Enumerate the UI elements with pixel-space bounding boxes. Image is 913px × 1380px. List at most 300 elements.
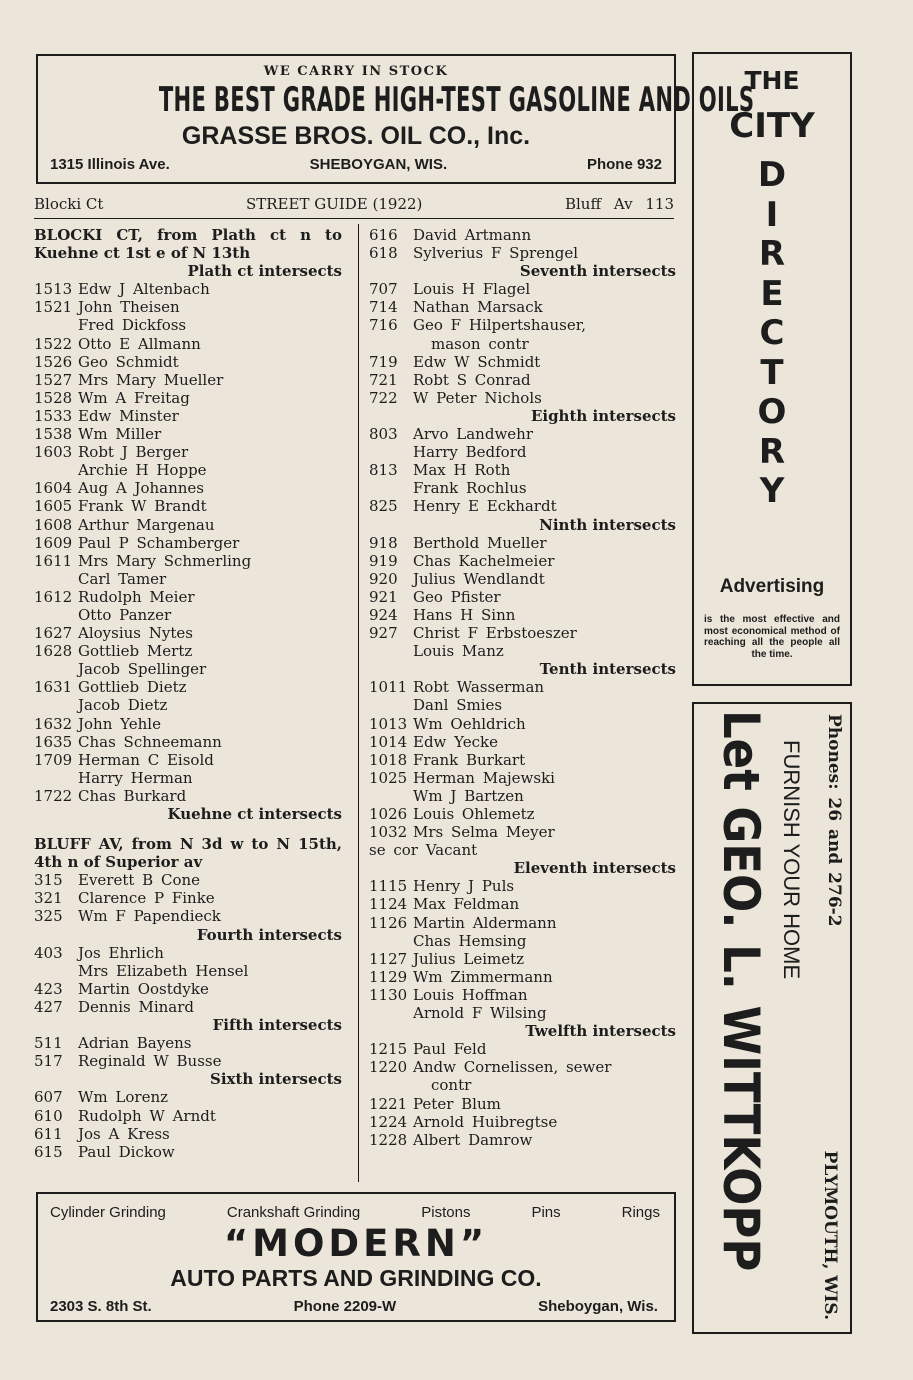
- listing-row: [34, 787, 342, 805]
- listing-row: [369, 696, 676, 714]
- resident-name: Edw W Schmidt: [413, 352, 541, 371]
- listing-row: [369, 316, 676, 334]
- listing-row: [369, 950, 676, 968]
- listing-row: [34, 1052, 342, 1070]
- directory-letter: Y: [759, 471, 785, 511]
- house-number: 1011: [369, 678, 408, 697]
- street-heading: BLUFF AV, from N 3d w to N 15th, 4th n of Superior av: [34, 835, 342, 872]
- resident-name: Albert Damrow: [413, 1130, 533, 1149]
- top-advertisement: [36, 54, 755, 184]
- resident-name: Robt Wasserman: [413, 678, 545, 697]
- resident-name: Henry J Puls: [413, 877, 515, 896]
- house-number: 1032: [369, 823, 408, 842]
- service-item: Cylinder Grinding: [50, 1204, 166, 1221]
- house-number: 1527: [34, 370, 73, 389]
- house-number: 1521: [34, 298, 73, 317]
- ad-city-word: CITY: [729, 106, 815, 146]
- ad-city: SHEBOYGAN, WIS.: [309, 156, 448, 173]
- listing-row: [34, 516, 342, 534]
- listing-row: [34, 733, 342, 751]
- listing-row: [34, 696, 342, 714]
- resident-name: Chas Schneemann: [78, 732, 222, 751]
- house-number: 610: [34, 1106, 63, 1125]
- listing-column-left: [34, 226, 342, 1161]
- listing-row: [369, 389, 676, 407]
- house-number: 1609: [34, 533, 73, 552]
- house-number: [34, 962, 78, 980]
- listing-row: [369, 877, 676, 895]
- house-number: 721: [369, 370, 398, 389]
- resident-name: mason contr: [431, 334, 529, 353]
- house-number: [369, 443, 413, 461]
- house-number: 618: [369, 244, 398, 263]
- house-number: [369, 1076, 413, 1094]
- house-number: 1538: [34, 425, 73, 444]
- resident-name: Adrian Bayens: [78, 1034, 192, 1053]
- house-number: 1631: [34, 678, 73, 697]
- listing-row: [34, 298, 342, 316]
- house-number: 920: [369, 569, 398, 588]
- directory-letter: T: [760, 352, 784, 393]
- resident-name: Aug A Johannes: [78, 479, 205, 498]
- resident-name: Julius Leimetz: [413, 949, 525, 968]
- house-number: 1604: [34, 479, 73, 498]
- listing-row: [369, 805, 676, 823]
- house-number: 1130: [369, 985, 408, 1004]
- resident-name: Aloysius Nytes: [78, 624, 193, 643]
- listing-row: [34, 534, 342, 552]
- house-number: 1612: [34, 587, 73, 606]
- resident-name: Chas Hemsing: [413, 931, 527, 950]
- resident-name: Wm A Freitag: [78, 388, 190, 407]
- house-number: 325: [34, 907, 63, 926]
- resident-name: Gottlieb Dietz: [78, 678, 187, 697]
- house-number: 1126: [369, 913, 408, 932]
- house-number: 1632: [34, 714, 73, 733]
- listing-row: [369, 823, 676, 841]
- resident-name: Martin Oostdyke: [78, 979, 209, 998]
- listing-row: [34, 871, 342, 889]
- listing-row: [34, 425, 342, 443]
- listing-row: [34, 588, 342, 606]
- listing-row: [369, 678, 676, 696]
- listing-row: [34, 552, 342, 570]
- resident-name: Louis H Flagel: [413, 280, 531, 299]
- intersection-label: Tenth intersects: [539, 660, 676, 679]
- listing-row: [34, 335, 342, 353]
- header-title: STREET GUIDE (1922): [245, 195, 423, 213]
- house-number: 1603: [34, 443, 73, 462]
- ad-brand-modern: “MODERN”: [223, 1222, 489, 1265]
- intersection-label: Fourth intersects: [196, 925, 342, 944]
- listing-row: [34, 316, 342, 334]
- ad-phones: Phones: 26 and 276-2: [824, 714, 844, 927]
- resident-name: Arvo Landwehr: [413, 425, 533, 444]
- intersection-label: Seventh intersects: [519, 262, 676, 281]
- section-gap: [34, 823, 342, 835]
- listing-row: [34, 1125, 342, 1143]
- listing-row: [34, 389, 342, 407]
- listing-row: [369, 371, 676, 389]
- service-item: Pistons: [421, 1204, 471, 1221]
- house-number: 1221: [369, 1094, 408, 1113]
- resident-name: Mrs Elizabeth Hensel: [78, 961, 249, 980]
- house-number: [369, 479, 413, 497]
- resident-name: Wm Oehldrich: [413, 714, 526, 733]
- house-number: 707: [369, 280, 398, 299]
- resident-name: Martin Aldermann: [413, 913, 557, 932]
- house-number: 1628: [34, 642, 73, 661]
- resident-name: Gottlieb Mertz: [78, 642, 193, 661]
- ad-services-list: [50, 1204, 660, 1221]
- resident-name: Geo Pfister: [413, 587, 501, 606]
- house-number: [34, 461, 78, 479]
- service-item: Rings: [621, 1204, 660, 1221]
- listing-row: [34, 353, 342, 371]
- listing-row: [34, 660, 342, 678]
- header-last-entry: Bluff Av: [564, 195, 633, 213]
- listing-row: [369, 534, 676, 552]
- resident-name: Jos Ehrlich: [78, 943, 164, 962]
- listing-row: [34, 479, 342, 497]
- intersection-label: Eighth intersects: [530, 406, 676, 425]
- service-item: Crankshaft Grinding: [226, 1204, 361, 1221]
- directory-letter: R: [758, 431, 786, 472]
- listing-row: [369, 443, 676, 461]
- resident-name: Harry Bedford: [413, 443, 527, 462]
- directory-letter: C: [759, 313, 785, 353]
- house-number: 1129: [369, 967, 408, 986]
- ad-address: 2303 S. 8th St.: [50, 1298, 152, 1315]
- listing-row: [34, 407, 342, 425]
- ad-gasoline-headline: THE BEST GRADE HIGH-TEST GASOLINE AND OILS: [158, 80, 755, 120]
- listing-row: [34, 1034, 342, 1052]
- house-number: [369, 696, 413, 714]
- house-number: 1026: [369, 805, 408, 823]
- house-number: 1224: [369, 1112, 408, 1131]
- ad-city: Sheboygan, Wis.: [538, 1298, 658, 1315]
- house-number: 714: [369, 298, 398, 317]
- listing-row: [369, 425, 676, 443]
- wittkopp-advertisement: [692, 702, 852, 1334]
- resident-name: Wm J Bartzen: [413, 786, 524, 805]
- resident-name: Everett B Cone: [78, 871, 201, 890]
- resident-name: Nathan Marsack: [413, 298, 543, 317]
- directory-advertisement: [692, 52, 852, 686]
- resident-name: Frank Burkart: [413, 750, 526, 769]
- house-number: 927: [369, 624, 398, 643]
- resident-name: Chas Burkard: [78, 786, 187, 805]
- house-number: 1528: [34, 388, 73, 407]
- listing-row: [369, 624, 676, 642]
- resident-name: Reginald W Busse: [78, 1052, 222, 1071]
- header-right: [565, 195, 674, 213]
- house-number: 1526: [34, 352, 73, 371]
- ad-company-name: AUTO PARTS AND GRINDING CO.: [170, 1265, 542, 1291]
- resident-name: Rudolph W Arndt: [78, 1106, 216, 1125]
- ad-blurb: is the most effective and most economical method of reaching all the people all the time.: [704, 614, 840, 660]
- ad-headline: Let GEO. L. WITTKOPP: [712, 710, 770, 1272]
- listing-column-right: [369, 226, 676, 1149]
- listing-row: [34, 678, 342, 696]
- listing-row: [369, 353, 676, 371]
- house-number: 919: [369, 551, 398, 570]
- house-number: 1228: [369, 1130, 408, 1149]
- house-number: [369, 1004, 413, 1022]
- house-number: 1533: [34, 406, 73, 425]
- listing-row: [34, 962, 342, 980]
- house-number: 918: [369, 533, 398, 552]
- listing-row: [34, 642, 342, 660]
- listing-row: [369, 552, 676, 570]
- resident-name: Robt S Conrad: [413, 370, 531, 389]
- listing-row: [369, 588, 676, 606]
- resident-name: Wm F Papendieck: [78, 907, 221, 926]
- listing-row: [369, 1095, 676, 1113]
- resident-name: Wm Miller: [78, 425, 162, 444]
- listing-row: [34, 980, 342, 998]
- resident-name: Geo F Hilpertshauser,: [413, 316, 587, 335]
- running-header: [34, 195, 674, 213]
- listing-row: [34, 371, 342, 389]
- resident-name: Arnold Huibregtse: [413, 1112, 558, 1131]
- house-number: 315: [34, 871, 63, 890]
- listing-row: [34, 715, 342, 733]
- listing-row: [34, 606, 342, 624]
- resident-name: Otto Panzer: [78, 605, 172, 624]
- house-number: [369, 642, 413, 660]
- resident-name: Arnold F Wilsing: [413, 1004, 547, 1023]
- intersection-label: Sixth intersects: [209, 1070, 342, 1089]
- resident-name: Rudolph Meier: [78, 587, 195, 606]
- resident-name: Wm Zimmermann: [413, 967, 553, 986]
- resident-name: Robt J Berger: [78, 443, 189, 462]
- house-number: 1220: [369, 1058, 408, 1077]
- listing-row: [369, 606, 676, 624]
- house-number: 423: [34, 979, 63, 998]
- listing-row: [34, 1143, 342, 1161]
- resident-name: Herman Majewski: [413, 768, 555, 787]
- house-number: 321: [34, 889, 63, 908]
- house-number: 403: [34, 943, 63, 962]
- directory-letter: D: [757, 155, 787, 195]
- house-number: 1215: [369, 1040, 408, 1059]
- resident-name: Henry E Eckhardt: [413, 497, 557, 516]
- ad-contact-line: [50, 156, 662, 173]
- resident-name: Herman C Eisold: [78, 750, 214, 769]
- listing-row: [369, 715, 676, 733]
- resident-name: Paul Feld: [413, 1040, 487, 1059]
- resident-name: Mrs Mary Schmerling: [78, 551, 252, 570]
- service-item: Pins: [531, 1204, 561, 1221]
- resident-name: Mrs Mary Mueller: [78, 370, 224, 389]
- listing-row: [369, 226, 676, 244]
- intersection-label: Ninth intersects: [539, 515, 676, 534]
- listing-row: [369, 733, 676, 751]
- resident-name: Carl Tamer: [78, 569, 167, 588]
- resident-name: Jos A Kress: [78, 1124, 170, 1143]
- resident-name: David Artmann: [413, 226, 532, 244]
- ad-company-name: GRASSE BROS. OIL CO., Inc.: [181, 122, 531, 150]
- ad-phone: Phone 2209-W: [293, 1298, 397, 1315]
- header-rule: [34, 218, 674, 219]
- bottom-advertisement: [36, 1192, 676, 1322]
- directory-letter: E: [760, 273, 784, 314]
- house-number: 611: [34, 1124, 63, 1143]
- listing-row: [34, 624, 342, 642]
- house-number: 1115: [369, 877, 408, 896]
- listing-row: [369, 461, 676, 479]
- header-first-entry: Blocki Ct: [34, 195, 104, 213]
- ad-directory-vertical-word: [694, 156, 850, 512]
- house-number: [34, 316, 78, 334]
- directory-letter: O: [757, 392, 787, 432]
- listing-row: [369, 932, 676, 950]
- listing-row: [369, 986, 676, 1004]
- ad-address: 1315 Illinois Ave.: [50, 156, 170, 173]
- directory-letter: R: [758, 234, 786, 274]
- resident-name: John Theisen: [78, 298, 180, 317]
- resident-name: Edw Minster: [78, 406, 179, 425]
- house-number: 803: [369, 425, 398, 444]
- listing-row: [34, 1088, 342, 1106]
- house-number: 1018: [369, 750, 408, 769]
- house-number: 1522: [34, 334, 73, 353]
- house-number: 1025: [369, 768, 408, 787]
- resident-name: Chas Kachelmeier: [413, 551, 555, 570]
- ad-tagline: FURNISH YOUR HOME: [779, 740, 804, 980]
- listing-row: [369, 1040, 676, 1058]
- house-number: 1627: [34, 624, 73, 643]
- listing-row: [369, 642, 676, 660]
- house-number: 1127: [369, 949, 408, 968]
- resident-name: Mrs Selma Meyer: [413, 823, 555, 842]
- listing-row: [369, 570, 676, 588]
- listing-row: [34, 570, 342, 588]
- house-number: 427: [34, 997, 63, 1016]
- page-number: 113: [645, 195, 674, 213]
- house-number: [34, 660, 78, 678]
- listing-row: [369, 479, 676, 497]
- listing-row: [369, 787, 676, 805]
- house-number: 1513: [34, 280, 73, 299]
- resident-name: Jacob Dietz: [78, 696, 168, 715]
- resident-name: Dennis Minard: [78, 997, 195, 1016]
- column-divider: [358, 224, 359, 1182]
- listing-row: [34, 461, 342, 479]
- resident-name: Fred Dickfoss: [78, 316, 187, 335]
- listing-row: [369, 280, 676, 298]
- street-heading: BLOCKI CT, from Plath ct n to Kuehne ct 1st e of N 13th: [34, 226, 342, 263]
- listing-row: [369, 497, 676, 515]
- house-number: 1014: [369, 732, 408, 751]
- listing-row: [369, 244, 676, 262]
- house-number: [34, 769, 78, 787]
- resident-name: Hans H Sinn: [413, 605, 516, 624]
- house-number: [369, 787, 413, 805]
- house-number: 1709: [34, 750, 73, 769]
- house-number: [34, 606, 78, 624]
- ad-the: THE: [744, 66, 800, 95]
- resident-name: Otto E Allmann: [78, 334, 201, 353]
- listing-row: [34, 1107, 342, 1125]
- house-number: 1605: [34, 497, 73, 516]
- listing-row: [34, 280, 342, 298]
- listing-row: [369, 895, 676, 913]
- house-number: 517: [34, 1052, 63, 1071]
- listing-row: [34, 998, 342, 1016]
- listing-row: [34, 443, 342, 461]
- house-number: 719: [369, 352, 398, 371]
- ad-phone: Phone 932: [586, 156, 662, 173]
- resident-name: Jacob Spellinger: [78, 660, 207, 679]
- listing-row: [34, 769, 342, 787]
- listing-row: [369, 1004, 676, 1022]
- listing-row: [369, 914, 676, 932]
- house-number: 813: [369, 461, 398, 480]
- listing-row: [369, 335, 676, 353]
- house-number: 1635: [34, 732, 73, 751]
- listing-row: [369, 769, 676, 787]
- house-number: 924: [369, 605, 398, 624]
- resident-name: Louis Manz: [413, 642, 504, 661]
- listing-row: [34, 497, 342, 515]
- resident-name: Frank Rochlus: [413, 479, 527, 498]
- listing-row: [369, 1131, 676, 1149]
- intersection-label: Twelfth intersects: [525, 1022, 676, 1041]
- listing-row: [34, 944, 342, 962]
- house-number: 722: [369, 388, 398, 407]
- directory-letter: I: [765, 194, 779, 235]
- resident-name: contr: [431, 1076, 472, 1095]
- resident-name: Edw J Altenbach: [78, 280, 210, 299]
- ad-contact-line: [50, 1298, 658, 1315]
- house-number: [369, 335, 413, 353]
- house-number: 1608: [34, 515, 73, 534]
- resident-name: Frank W Brandt: [78, 497, 207, 516]
- intersection-label: Fifth intersects: [212, 1016, 342, 1035]
- resident-name: Max Feldman: [413, 895, 520, 914]
- ad-stock-line: WE CARRY IN STOCK: [263, 64, 449, 79]
- house-number: 511: [34, 1034, 63, 1053]
- resident-name: W Peter Nichols: [413, 388, 542, 407]
- resident-name: Andw Cornelissen, sewer: [413, 1058, 612, 1077]
- listing-row: [34, 907, 342, 925]
- resident-name: Harry Herman: [78, 768, 193, 787]
- resident-name: Louis Hoffman: [413, 985, 528, 1004]
- house-number: 716: [369, 316, 398, 335]
- listing-row: [369, 298, 676, 316]
- house-number: 825: [369, 497, 398, 516]
- house-number: 921: [369, 587, 398, 606]
- resident-name: Clarence P Finke: [78, 889, 215, 908]
- resident-name: Christ F Erbstoeszer: [413, 624, 577, 643]
- house-number: 1124: [369, 895, 408, 914]
- resident-name: Archie H Hoppe: [78, 461, 207, 480]
- house-number: [34, 696, 78, 714]
- listing-row: [369, 1058, 676, 1076]
- resident-name: Julius Wendlandt: [413, 569, 545, 588]
- intersection-label: Plath ct intersects: [187, 262, 342, 281]
- resident-name: Sylverius F Sprengel: [413, 244, 579, 263]
- resident-name: Paul P Schamberger: [78, 533, 240, 552]
- resident-name: Wm Lorenz: [78, 1088, 169, 1107]
- listing-row: [369, 1076, 676, 1094]
- resident-name: Arthur Margenau: [78, 515, 215, 534]
- house-number: 1722: [34, 786, 73, 805]
- listing-note: se cor Vacant: [369, 841, 478, 860]
- resident-name: Paul Dickow: [78, 1142, 175, 1161]
